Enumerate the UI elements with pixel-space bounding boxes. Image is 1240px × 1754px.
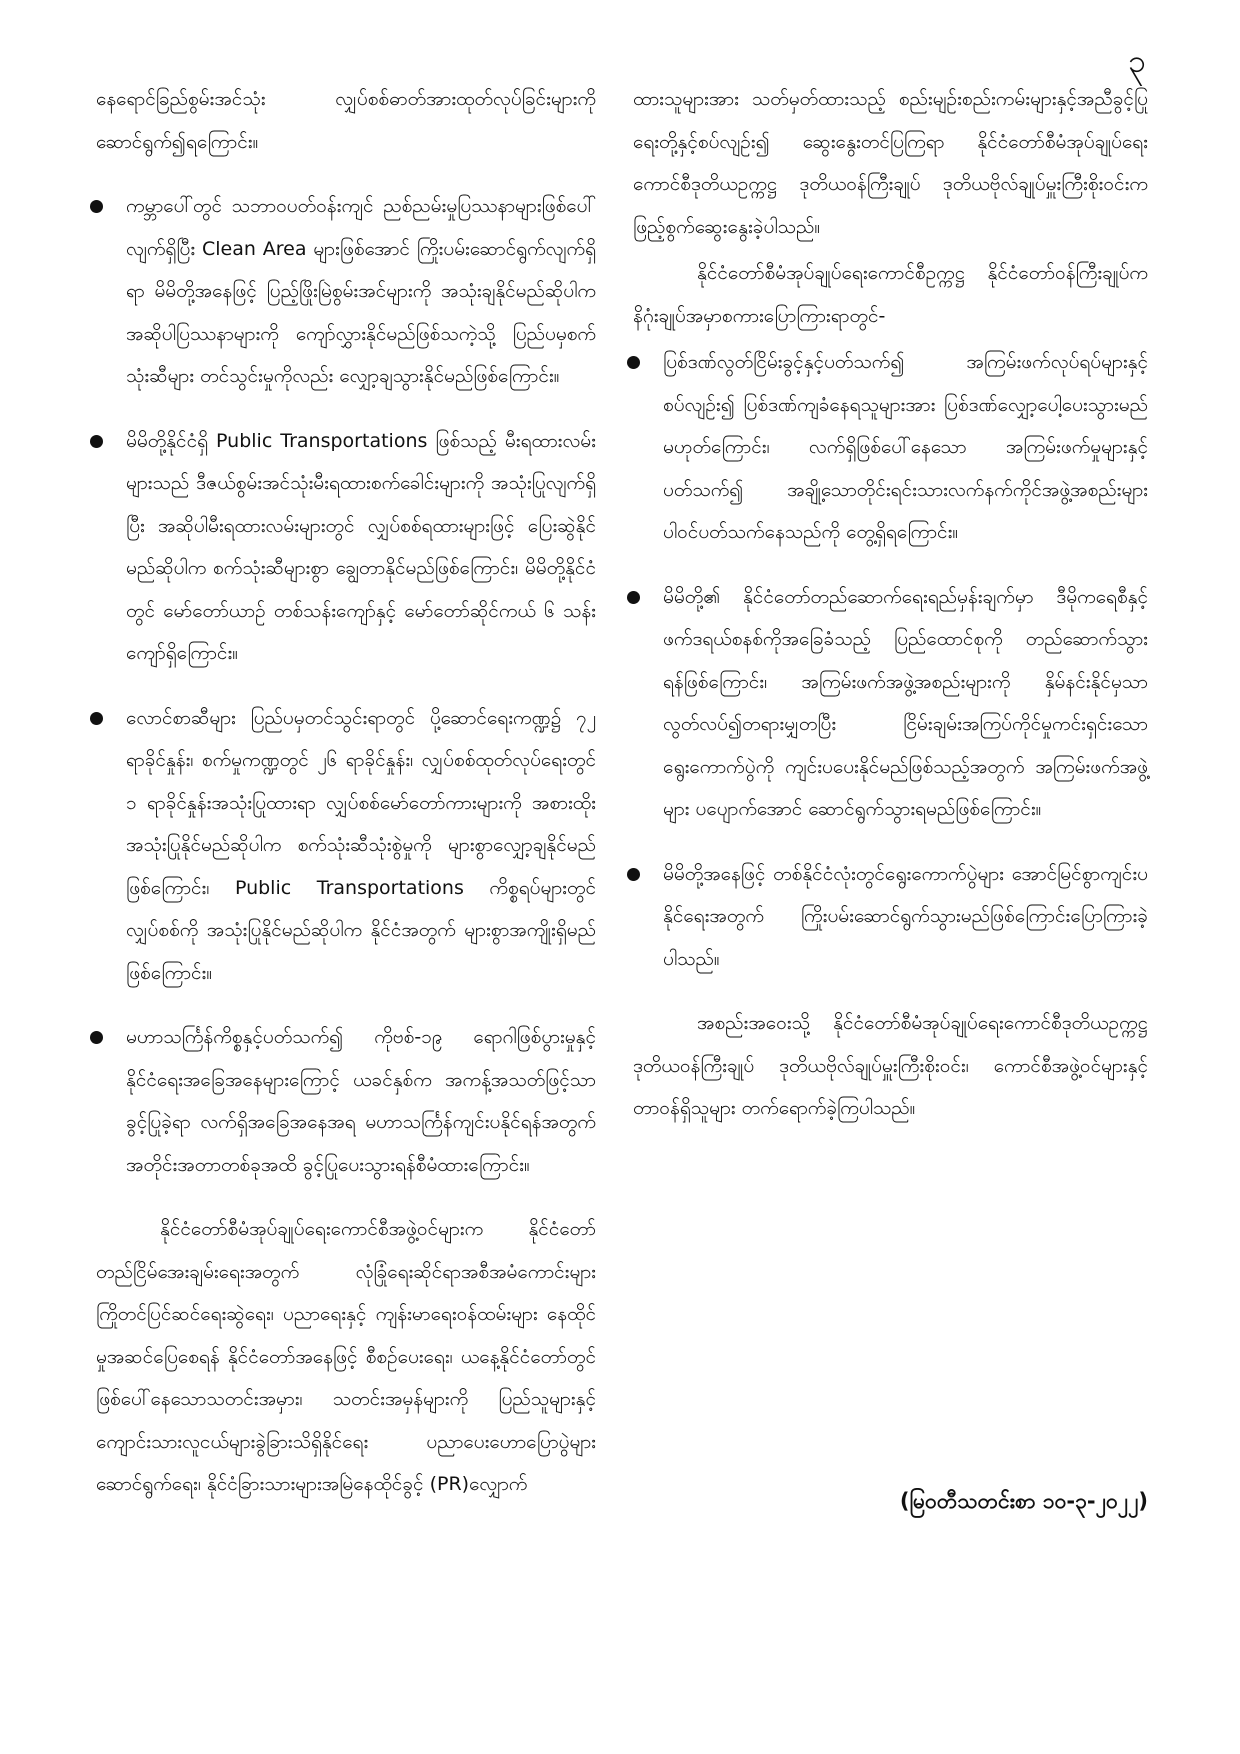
- bullet-text: မိမိတို့အနေဖြင့် တစ်နိုင်ငံလုံးတွင်ရွေးကောက်ပွဲများ အောင်မြင်စွာကျင်းပနိုင်ရေးအတွက် ကြိုးပမ်းဆောင်ရွက်သွားမည်ဖြစ်ကြောင်းပြောကြားခဲ့ပါသည်။: [663, 862, 1148, 970]
- right-closing-paragraph: အစည်းအဝေးသို့ နိုင်ငံတော်စီမံအုပ်ချုပ်ရေးကောင်စီဒုတိယဥက္ကဋ္ဌ ဒုတိယဝန်ကြီးချုပ် ဒုတိယဗိုလ်ချုပ်မှူးကြီးစိုးဝင်း၊ ကောင်စီအဖွဲ့ဝင်များနှင့် တာဝန်ရှိသူများ တက်ရောက်ခဲ့ကြပါသည်။: [633, 1012, 1148, 1119]
- bullet-text: လောင်စာဆီများ ပြည်ပမှတင်သွင်းရာတွင် ပို့ဆောင်ရေးကဏ္ဍ၌ ၇၂ ရာခိုင်နှုန်း၊ စက်မှုကဏ္ဍတွင် ၂၆ ရာခိုင်နှုန်း၊ လျှပ်စစ်ထုတ်လုပ်ရေးတွင် ၁ ရာခိုင်နှုန်းအသုံးပြုထားရာ လျှပ်စစ်မော်တော်ကားများကို အစားထိုးအသုံးပြုနိုင်မည်ဆိုပါက စက်သုံးဆီသုံးစွဲမှုကို များစွာလျှော့ချနိုင်မည်ဖြစ်ကြောင်း၊ Public Transportations ကိစ္စရပ်များတွင် လျှပ်စစ်ကို အသုံးပြုနိုင်မည်ဆိုပါက နိုင်ငံအတွက် များစွာအကျိုးရှိမည်ဖြစ်ကြောင်း။: [126, 706, 596, 984]
- bullet-item: [96, 420, 596, 675]
- left-bullet-list: [96, 185, 596, 1186]
- bullet-text: ကမ္ဘာပေါ်တွင် သဘာဝပတ်ဝန်းကျင် ညစ်ညမ်းမှုပြဿနာများဖြစ်ပေါ်လျက်ရှိပြီး Clean Area များဖြစ်အောင် ကြိုးပမ်းဆောင်ရွက်လျက်ရှိရာ မိမိတို့အနေဖြင့် ပြည့်ဖြိုးမြဲစွမ်းအင်များကို အသုံးချနိုင်မည်ဆိုပါက အဆိုပါပြဿနာများကို ကျော်လွှားနိုင်မည်ဖြစ်သကဲ့သို့ ပြည်ပမှစက်သုံးဆီများ တင်သွင်းမှုကိုလည်း လျှော့ချသွားနိုင်မည်ဖြစ်ကြောင်း။: [126, 195, 596, 387]
- bullet-text: မိမိတို့နိုင်ငံရှိ Public Transportations ဖြစ်သည့် မီးရထားလမ်းများသည် ဒီဇယ်စွမ်းအင်သုံးမီးရထားစက်ခေါင်းများကို အသုံးပြုလျက်ရှိပြီး အဆိုပါမီးရထားလမ်းများတွင် လျှပ်စစ်ရထားများဖြင့် ပြေးဆွဲနိုင်မည်ဆိုပါက စက်သုံးဆီများစွာ ချွေတာနိုင်မည်ဖြစ်ကြောင်း၊ မိမိတို့နိုင်ငံတွင် မော်တော်ယာဉ် တစ်သန်းကျော်နှင့် မော်တော်ဆိုင်ကယ် ၆ သန်းကျော်ရှိကြောင်း။: [126, 429, 596, 664]
- bullet-text: မိမိတို့၏ နိုင်ငံတော်တည်ဆောက်ရေးရည်မှန်းချက်မှာ ဒီမိုကရေစီနှင့် ဖက်ဒရယ်စနစ်ကိုအခြေခံသည့် ပြည်ထောင်စုကို တည်ဆောက်သွားရန်ဖြစ်ကြောင်း၊ အကြမ်းဖက်အဖွဲ့အစည်းများကို နှိမ်နင်းနိုင်မှသာ လွတ်လပ်၍တရားမျှတပြီး ငြိမ်းချမ်းအကြပ်ကိုင်မှုကင်းရှင်းသော ရွေးကောက်ပွဲကို ကျင်းပပေးနိုင်မည်ဖြစ်သည့်အတွက် အကြမ်းဖက်အဖွဲ့များ ပပျောက်အောင် ဆောင်ရွက်သွားရမည်ဖြစ်ကြောင်း။: [663, 585, 1148, 820]
- left-closing-paragraph: နိုင်ငံတော်စီမံအုပ်ချုပ်ရေးကောင်စီအဖွဲ့ဝင်များက နိုင်ငံတော်တည်ငြိမ်အေးချမ်းရေးအတွက် လုံခြုံရေးဆိုင်ရာအစီအမံကောင်းများ ကြိုတင်ပြင်ဆင်ရေးဆွဲရေး၊ ပညာရေးနှင့် ကျန်းမာရေးဝန်ထမ်းများ နေထိုင်မှုအဆင်ပြေစေရန် နိုင်ငံတော်အနေဖြင့် စီစဉ်ပေးရေး၊ ယနေ့နိုင်ငံတော်တွင် ဖြစ်ပေါ်နေသောသတင်းအမှား၊ သတင်းအမှန်များကို ပြည်သူများနှင့် ကျောင်းသားလူငယ်များခွဲခြားသိရှိနိုင်ရေး ပညာပေးဟောပြောပွဲများဆောင်ရွက်ရေး၊ နိုင်ငံခြားသားများအမြဲနေထိုင်ခွင့် (PR)လျှောက်: [96, 1218, 596, 1495]
- left-column: [96, 78, 596, 1510]
- right-intro-paragraph: နိုင်ငံတော်စီမံအုပ်ချုပ်ရေးကောင်စီဥက္ကဋ္ဌ နိုင်ငံတော်ဝန်ကြီးချုပ်က နိဂုံးချုပ်အမှာစကားပြောကြားရာတွင်-: [633, 262, 1148, 327]
- bullet-text: ပြစ်ဒဏ်လွတ်ငြိမ်းခွင့်နှင့်ပတ်သက်၍ အကြမ်းဖက်လုပ်ရပ်များနှင့်စပ်လျဉ်း၍ ပြစ်ဒဏ်ကျခံနေရသူများအား ပြစ်ဒဏ်လျှော့ပေါ့ပေးသွားမည်မဟုတ်ကြောင်း၊ လက်ရှိဖြစ်ပေါ်နေသော အကြမ်းဖက်မှုများနှင့်ပတ်သက်၍ အချို့သောတိုင်းရင်းသားလက်နက်ကိုင်အဖွဲ့အစည်းများ ပါဝင်ပတ်သက်နေသည်ကို တွေ့ရှိရကြောင်း။: [663, 351, 1148, 543]
- source-citation: (မြဝတီသတင်းစာ ၁၀-၃-၂၀၂၂): [899, 1489, 1148, 1513]
- bullet-icon: [90, 1031, 103, 1044]
- bullet-icon: [627, 868, 640, 881]
- right-bullet-list: [633, 341, 1148, 980]
- bullet-icon: [90, 200, 103, 213]
- bullet-text: မဟာသင်္ကြန်ကိစ္စနှင့်ပတ်သက်၍ ကိုဗစ်-၁၉ ရောဂါဖြစ်ပွားမှုနှင့် နိုင်ငံရေးအခြေအနေများကြောင့် ယခင်နှစ်က အကန့်အသတ်ဖြင့်သာခွင့်ပြုခဲ့ရာ လက်ရှိအခြေအနေအရ မဟာသင်္ကြန်ကျင်းပနိုင်ရန်အတွက် အတိုင်းအတာတစ်ခုအထိ ခွင့်ပြုပေးသွားရန်စီမံထားကြောင်း။: [126, 1026, 596, 1176]
- left-continuation-paragraph: နေရောင်ခြည်စွမ်းအင်သုံး လျှပ်စစ်ဓာတ်အားထုတ်လုပ်ခြင်းများကို ဆောင်ရွက်၍ရကြောင်း။: [96, 88, 596, 153]
- bullet-item: [96, 185, 596, 398]
- right-column: [633, 78, 1148, 1134]
- bullet-item: [96, 697, 596, 995]
- bullet-icon: [90, 712, 103, 725]
- bullet-item: [633, 576, 1148, 831]
- right-continuation-paragraph: ထားသူများအား သတ်မှတ်ထားသည့် စည်းမျဉ်းစည်းကမ်းများနှင့်အညီခွင့်ပြုရေးတို့နှင့်စပ်လျဉ်း၍ ဆွေးနွေးတင်ပြကြရာ နိုင်ငံတော်စီမံအုပ်ချုပ်ရေးကောင်စီဒုတိယဥက္ကဋ္ဌ ဒုတိယဝန်ကြီးချုပ် ဒုတိယဗိုလ်ချုပ်မှူးကြီးစိုးဝင်းက ဖြည့်စွက်ဆွေးနွေးခဲ့ပါသည်။: [633, 88, 1148, 238]
- page-number: ၃: [1128, 42, 1146, 80]
- bullet-icon: [627, 356, 640, 369]
- bullet-item: [633, 341, 1148, 554]
- bullet-item: [96, 1016, 596, 1186]
- bullet-item: [633, 853, 1148, 981]
- bullet-icon: [90, 435, 103, 448]
- bullet-icon: [627, 591, 640, 604]
